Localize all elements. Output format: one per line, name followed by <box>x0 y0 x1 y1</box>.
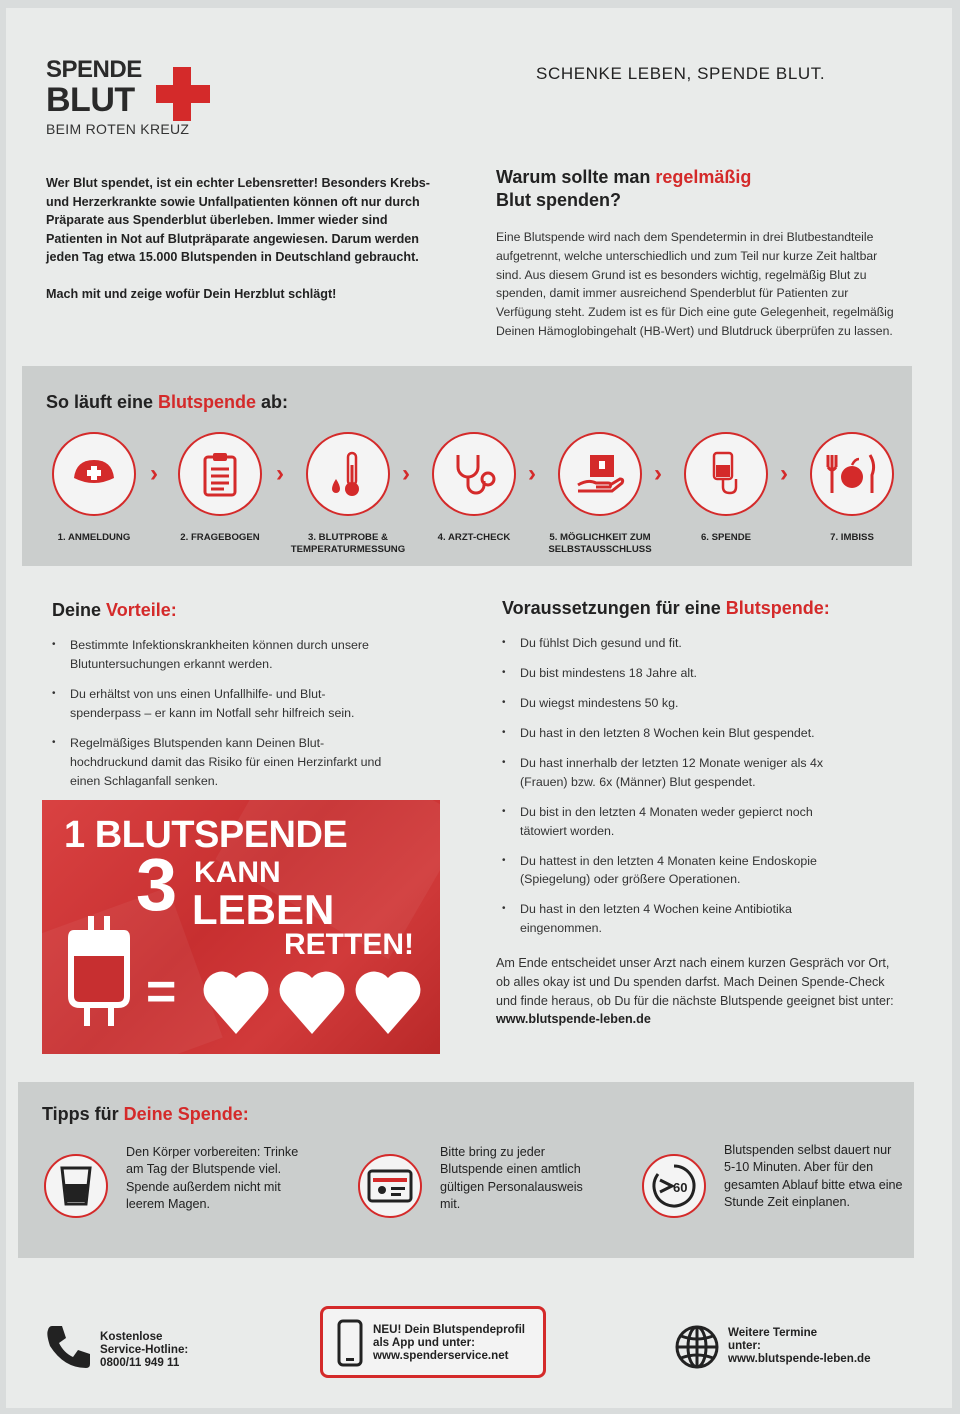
app-url[interactable]: www.spenderservice.net <box>373 1349 509 1362</box>
slogan: SCHENKE LEBEN, SPENDE BLUT. <box>536 64 826 83</box>
process-title <box>46 392 288 413</box>
water-glass-icon <box>44 1154 108 1218</box>
step-label: 1. ANMELDUNG <box>57 532 131 543</box>
blood-bag-icon <box>684 432 768 516</box>
chevron-right-icon: › <box>402 460 410 487</box>
logo-line-blut: BLUT <box>46 81 135 119</box>
vorteile-title <box>52 600 177 621</box>
step-label: 6. SPENDE <box>700 532 752 543</box>
why-text: Eine Blutspende wird nach dem Spendetermin in drei Blutbestandteile aufgetrennt, welche unterschiedlich und zum Teil nur kurze Zeit haltbar sind. Aus diesem Grund ist es besonders wichtig, regelmäßig Blut zu spenden, damit immer ausreichend Spenderblut für Patienten zur Verfügung steht. Zudem ist es für Dich eine gute Gelegenheit, regelmäßig Deinen Hämoglobingehalt (HB-Wert) und Blutdruck überprüfen zu lassen. <box>496 230 894 338</box>
hotline-label: Kostenlose <box>100 1330 163 1343</box>
intro-call-to-action: Mach mit und zeige wofür Dein Herzblut schlägt! <box>46 286 337 301</box>
vorteile-title-highlight: Vorteile: <box>106 600 177 620</box>
process-title-end: ab: <box>256 392 289 412</box>
clipboard-icon <box>178 432 262 516</box>
intro-text <box>46 174 446 304</box>
process-step <box>284 432 412 556</box>
process-step <box>662 432 790 544</box>
hotline-number[interactable]: 0800/11 949 11 <box>100 1356 180 1369</box>
list-item: • Bestimmte Infektionskrankheiten können durch unsere Blutuntersuchungen erkannt werden. <box>52 636 392 673</box>
process-step <box>788 432 916 544</box>
tips-title-highlight: Deine Spende: <box>123 1104 249 1124</box>
banner-number: 3 <box>136 843 178 926</box>
tip-text: Bitte bring zu jeder Blutspende einen amtlich gültigen Personalausweis mit. <box>440 1145 583 1212</box>
hotline-info <box>100 1330 188 1369</box>
process-title-highlight: Blutspende <box>158 392 257 412</box>
stethoscope-icon <box>432 432 516 516</box>
chevron-right-icon: › <box>276 460 284 487</box>
website-info <box>728 1326 871 1365</box>
chevron-right-icon: › <box>528 460 536 487</box>
website-label: Weitere Termine <box>728 1326 818 1339</box>
phone-icon <box>44 1322 92 1370</box>
list-item: • Du hast in den letzten 8 Wochen kein Blut gespendet. <box>502 724 862 743</box>
list-item: • Du bist mindestens 18 Jahre alt. <box>502 664 862 683</box>
process-step <box>156 432 284 544</box>
why-title-highlight: regelmäßig <box>655 167 752 187</box>
process-step <box>30 432 158 544</box>
list-item: • Du hast in den letzten 4 Wochen keine Antibiotika eingenommen. <box>502 900 862 937</box>
vorteile-list <box>52 636 392 802</box>
why-title-text-2: Blut spenden? <box>496 190 621 210</box>
meal-icon <box>810 432 894 516</box>
tips-band <box>18 1082 914 1258</box>
website-link[interactable]: www.blutspende-leben.de <box>496 1012 651 1027</box>
list-item: • Du hast innerhalb der letzten 12 Monate weniger als 4x (Frauen) bzw. 6x (Männer) Blut gespendet. <box>502 754 862 791</box>
process-step <box>410 432 538 544</box>
blood-bag-icon <box>64 916 136 1036</box>
app-info-box <box>320 1306 546 1378</box>
banner-headline: 1 BLUTSPENDE <box>64 814 348 856</box>
step-label: 4. ARZT-CHECK <box>437 532 511 543</box>
app-text-line: NEU! Dein Blutspendeprofil <box>373 1323 526 1336</box>
list-item: • Du fühlst Dich gesund und fit. <box>502 634 862 653</box>
step-label: 2. FRAGEBOGEN <box>180 532 260 543</box>
process-title-text: So läuft eine <box>46 392 159 412</box>
equals-sign: = <box>146 963 177 1021</box>
id-card-icon <box>358 1154 422 1218</box>
list-item: • Du hattest in den letzten 4 Monaten keine Endoskopie (Spiegelung) oder größere Operationen. <box>502 852 862 889</box>
list-item: • Regelmäßiges Blutspenden kann Deinen Bluthochdruckund damit das Risiko für einen Herzinfarkt und einen Schlaganfall senken. <box>52 734 392 790</box>
process-band <box>22 366 912 566</box>
hotline-label-2: Service-Hotline: <box>100 1343 189 1356</box>
website-url[interactable]: www.blutspende-leben.de <box>728 1352 871 1365</box>
voraussetzungen-title-highlight: Blutspende: <box>725 598 830 618</box>
red-cross-icon <box>156 67 210 121</box>
chevron-right-icon: › <box>654 460 662 487</box>
step-label: 3. BLUTPROBE & TEMPERATURMESSUNG <box>290 532 406 555</box>
thermometer-icon <box>306 432 390 516</box>
app-text-line: als App und unter: <box>373 1336 475 1349</box>
why-title-text: Warum sollte man <box>496 167 656 187</box>
step-label: 7. IMBISS <box>830 532 874 543</box>
chevron-right-icon: › <box>780 460 788 487</box>
tip-text: Blutspenden selbst dauert nur 5-10 Minuten. Aber für den gesamten Ablauf bitte etwa eine Stunde Zeit einplanen. <box>724 1143 903 1210</box>
globe-icon <box>674 1324 720 1370</box>
timer-icon <box>642 1154 706 1218</box>
logo-line-roten-kreuz: BEIM ROTEN KREUZ <box>46 121 190 137</box>
process-step <box>536 432 664 556</box>
hearts-icon <box>202 964 422 1036</box>
vorteile-title-text: Deine <box>52 600 107 620</box>
list-item: • Du erhältst von uns einen Unfallhilfe- und Blutspenderpass – er kann im Notfall sehr hilfreich sein. <box>52 685 392 722</box>
logo-line-spende: SPENDE <box>46 56 142 83</box>
banner-leben: LEBEN <box>192 886 335 933</box>
list-item: • Du bist in den letzten 4 Monaten weder gepierct noch tätowiert worden. <box>502 803 862 840</box>
secure-hand-icon <box>558 432 642 516</box>
nurse-cap-icon <box>52 432 136 516</box>
banner-retten: RETTEN! <box>284 928 414 961</box>
voraussetzungen-title-text: Voraussetzungen für eine <box>502 598 726 618</box>
timer-value: 60 <box>673 1180 688 1195</box>
voraussetzungen-title <box>502 598 830 619</box>
app-text <box>373 1323 525 1362</box>
closing-text <box>496 954 896 1029</box>
website-label-2: unter: <box>728 1339 761 1352</box>
logo <box>46 58 189 137</box>
smartphone-icon <box>337 1319 363 1367</box>
tips-title <box>42 1104 249 1125</box>
chevron-right-icon: › <box>150 460 158 487</box>
list-item: • Du wiegst mindestens 50 kg. <box>502 694 862 713</box>
life-saver-banner <box>42 800 440 1054</box>
intro-paragraph: Wer Blut spendet, ist ein echter Lebensretter! Besonders Krebs- und Herzerkrankte sowie Unfallpatienten können oft nur durch Präparate aus Spenderblut überleben. Immer wieder sind Patienten in Not auf Blutpräparate angewiesen. Darum werden jeden Tag etwa 15.000 Blutspenden in Deutschland gebraucht. <box>46 176 430 265</box>
tips-title-text: Tipps für <box>42 1104 124 1124</box>
why-title <box>496 166 751 212</box>
step-label: 5. MÖGLICHKEIT ZUM SELBSTAUSSCHLUSS <box>548 532 652 555</box>
closing-paragraph: Am Ende entscheidet unser Arzt nach einem kurzen Gespräch vor Ort, ob alles okay ist und Du spenden darfst. Mach Deinen Spende-Check und finde heraus, ob Du für die nächste Blutspende geeignet bist unter: <box>496 956 894 1008</box>
voraussetzungen-list <box>502 634 862 949</box>
banner-kann: KANN <box>194 856 281 889</box>
tip-text: Den Körper vorbereiten: Trinke am Tag der Blutspende viel. Spende außerdem nicht mit leerem Magen. <box>126 1145 299 1212</box>
